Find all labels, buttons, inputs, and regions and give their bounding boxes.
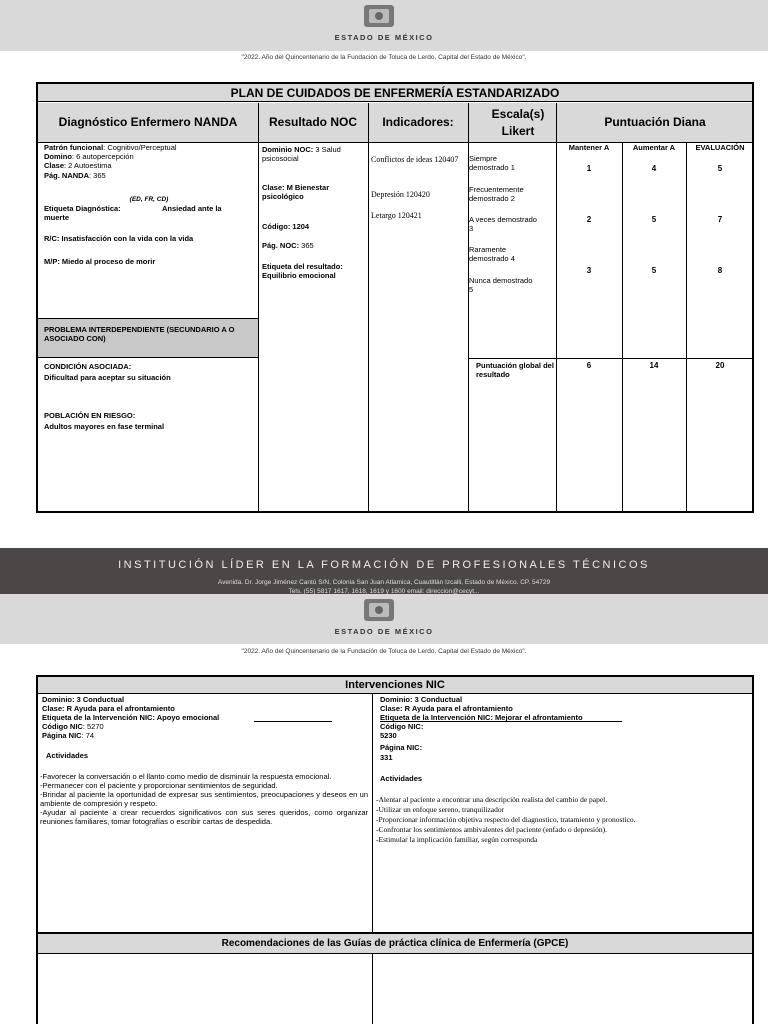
diana-value: 8 — [717, 266, 723, 275]
nic-title: Intervenciones NIC — [38, 677, 752, 694]
motto: "2022. Año del Quincentenario de la Fundación de Toluca de Lerdo, Capital del Estado de México". — [241, 648, 527, 655]
nic-activity: -Proporcionar información objetiva respecto del diagnostico, tratamiento y pronostico. — [376, 815, 636, 824]
escala-1: Siempre demostrado 1 — [469, 154, 515, 172]
nic-table — [36, 675, 754, 1024]
escala-5: Nunca demostrado 5 — [469, 276, 533, 294]
diana-value: 3 — [586, 266, 592, 275]
care-plan-title: PLAN DE CUIDADOS DE ENFERMERÍA ESTANDARIZADO — [38, 84, 752, 102]
nic-activity: -Confrontar los sentimientos ambivalentes del paciente (enfado o depresión). — [376, 825, 607, 834]
diana-value: 5 — [651, 266, 657, 275]
mp-text: M/P: Miedo al proceso de morir — [44, 257, 156, 266]
state-name: ESTADO DE MÉXICO — [334, 627, 434, 636]
diana-value: 7 — [717, 215, 723, 224]
nanda-cell: Patrón funcional: Cognitivo/Perceptual Domino: 6 autopercepción Clase: 2 Autoestima Pág. NANDA: 365 (ED, FR, CD) Etiqueta Diagnóstica: Ansiedad ante la muerte R/C: Insatisfacción con la vida con la vida M/P: Miedo al proceso de morir — [42, 143, 256, 323]
state-emblem-icon — [360, 3, 398, 29]
col-escala-header: Escala(s) Likert — [491, 107, 545, 138]
diana-header-aumentar: Aumentar A — [632, 143, 676, 152]
page-header — [0, 0, 768, 51]
problema-interdependiente: PROBLEMA INTERDEPENDIENTE (SECUNDARIO A O ASOCIADO CON) — [38, 318, 258, 358]
nic-activity: -Ayudar al paciente a crear recuerdos significativos con sus seres queridos, como organizar reuniones familiares, tomar fotografías o escribir cartas de despedida. — [40, 808, 368, 826]
diana-value: 2 — [586, 215, 592, 224]
nic-activity: -Permanecer con el paciente y proporcionar sentimientos de seguridad. — [40, 781, 278, 790]
diana-total: 20 — [715, 361, 725, 370]
diana-header-mantener: Mantener A — [568, 143, 610, 152]
diana-value: 1 — [586, 164, 592, 173]
state-name: ESTADO DE MÉXICO — [334, 33, 434, 42]
col-indicadores-header: Indicadores: — [382, 115, 454, 129]
nic-left-cell: Dominio: 3 Conductual Clase: R Ayuda para el afrontamiento Etiqueta de la Intervención NIC: Apoyo emocional Código NIC: 5270 Página NIC: 74 Actividades -Favorecer la conversación o el llanto como medio de disminuir la respuesta emocional. -Permanecer con el paciente y proporcionar sentimientos de seguridad. -Brindar al paciente la oportunidad de expresar sus sentimientos, preocupaciones y deseos en un ambiente de compresión y respeto. -Ayudar al paciente a crear recuerdos significativos con sus seres queridos, como organizar reuniones familiares, tomar fotografías o escribir cartas de despedida. — [40, 695, 368, 826]
col-noc-header: Resultado NOC — [268, 115, 357, 129]
nic-activity: -Alentar al paciente a encontrar una descripción realista del cambio de papel. — [376, 795, 608, 804]
escala-3: A veces demostrado 3 — [469, 215, 537, 233]
escala-2: Frecuentemente demostrado 2 — [469, 185, 524, 203]
footer-address: Avenida. Dr. Jorge Jiménez Cantú S/N, Colonia San Juan Atlamica, Cuautitlán Izcalli, Estado de México. CP. 54729 — [217, 579, 551, 586]
etiqueta-value: Ansiedad ante la muerte — [44, 204, 222, 222]
state-emblem-icon — [360, 597, 398, 623]
nic-right-cell: Dominio: 3 Conductual Clase: R Ayuda para el afrontamiento Etiqueta de la Intervención NIC: Mejorar el afrontamiento Código NIC: 5230 Página NIC: 331 Actividades -Alentar al paciente a encontrar una descripción realista del cambio de papel. -Utilizar un enfoque sereno, tranquilizador -Proporcionar información objetiva respecto del diagnostico, tratamiento y pronostico. -Confrontar los sentimientos ambivalentes del paciente (enfado o depresión). -Estimular la implicación familiar, según corresponda — [376, 695, 750, 931]
page-footer — [0, 548, 768, 594]
gpce-title: Recomendaciones de las Guías de práctica clínica de Enfermería (GPCE) — [38, 932, 752, 954]
header-row — [38, 103, 752, 143]
escala-4: Raramente demostrado 4 — [469, 245, 515, 263]
diana-value: 5 — [651, 215, 657, 224]
ed-label: (ED, FR, CD) — [129, 196, 169, 203]
indicador-3: Letargo 120421 — [371, 211, 422, 220]
rc-text: R/C: Insatisfacción con la vida con la vida — [44, 234, 194, 243]
noc-cell: Dominio NOC: 3 Salud psicosocial Clase: M Bienestar psicológico Código: 1204 Pág. NOC: 365 Etiqueta del resultado: Equilibrio emocional — [262, 145, 343, 280]
care-plan-table — [36, 82, 754, 513]
nic-left-activities — [40, 772, 368, 826]
footer-slogan: INSTITUCIÓN LÍDER EN LA FORMACIÓN DE PROFESIONALES TÉCNICOS — [118, 559, 650, 571]
diana-value: 5 — [717, 164, 723, 173]
diana-header-evaluacion: EVALUACIÓN — [695, 143, 745, 152]
nic-right-activities — [376, 795, 746, 845]
indicador-1: Conflictos de ideas 120407 — [371, 155, 459, 164]
col-diana-header: Puntuación Diana — [604, 115, 706, 129]
diana-total: 6 — [586, 361, 592, 370]
page-header-2 — [0, 594, 768, 644]
diana-total: 14 — [649, 361, 659, 370]
nic-activity: -Favorecer la conversación o el llanto como medio de disminuir la respuesta emocional. — [40, 772, 332, 781]
indicador-2: Depresión 120420 — [371, 190, 430, 199]
nic-activity: -Utilizar un enfoque sereno, tranquilizador — [376, 805, 505, 814]
global-score-label: Puntuación global del resultado — [476, 361, 554, 379]
motto: "2022. Año del Quincentenario de la Fundación de Toluca de Lerdo, Capital del Estado de México". — [241, 54, 527, 61]
col-nanda-header: Diagnóstico Enfermero NANDA — [58, 115, 238, 129]
indicadores-cell — [371, 143, 467, 323]
nic-activity: -Brindar al paciente la oportunidad de expresar sus sentimientos, preocupaciones y deseos en un ambiente de compresión y respeto. — [40, 790, 368, 808]
footer-contact: Tels. (55) 5817 1617, 1618, 1619 y 1600 email: direccion@cecyt... — [288, 588, 480, 594]
etiqueta-label: Etiqueta Diagnóstica: — [44, 204, 121, 213]
condicion-cell: CONDICIÓN ASOCIADA: Dificultad para aceptar su situación POBLACIÓN EN RIESGO: Adultos mayores en fase terminal — [44, 362, 171, 431]
escala-cell — [469, 143, 555, 353]
diana-value: 4 — [651, 164, 657, 173]
nic-activity: -Estimular la implicación familiar, según corresponda — [376, 835, 538, 844]
